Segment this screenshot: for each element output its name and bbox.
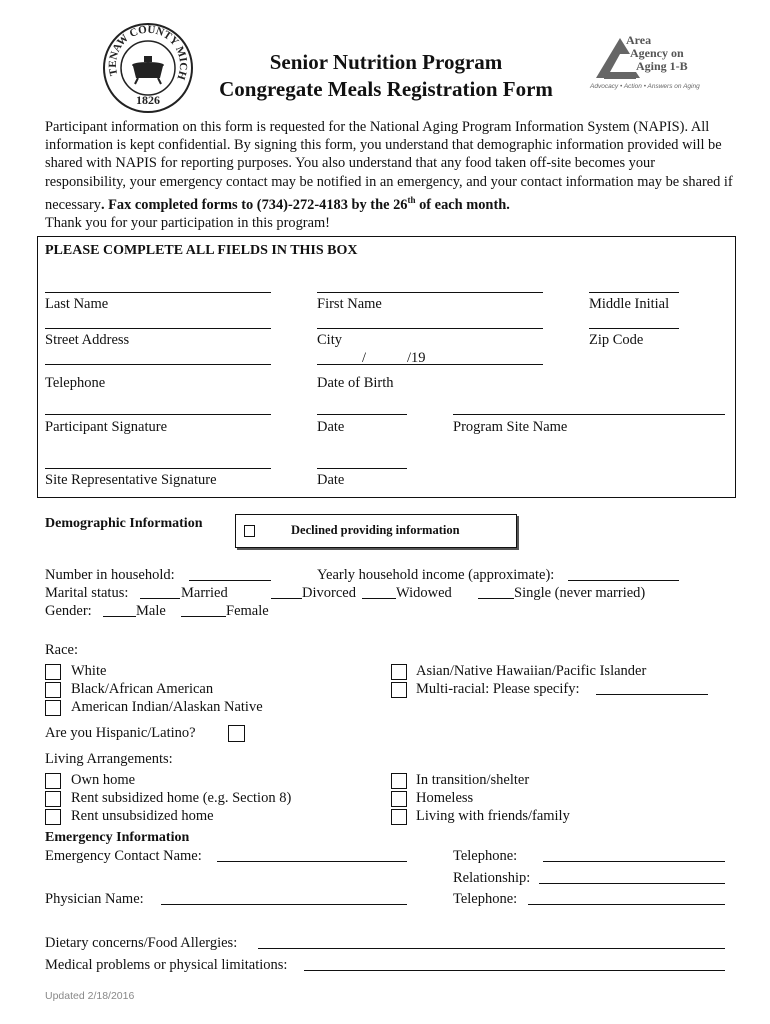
seal-year: 1826 <box>136 93 160 107</box>
emergency-telephone-input[interactable] <box>543 861 725 862</box>
site-rep-date-input[interactable] <box>317 468 407 469</box>
first-name-label: First Name <box>317 296 382 312</box>
living-own-home-label: Own home <box>71 772 136 788</box>
site-rep-date-label: Date <box>317 472 345 488</box>
physician-input[interactable] <box>161 904 407 905</box>
emergency-telephone-label: Telephone: <box>453 848 518 864</box>
emergency-contact-label: Emergency Contact Name: <box>45 848 202 864</box>
program-site-name-label: Program Site Name <box>453 419 568 435</box>
married-label: Married <box>181 585 228 601</box>
living-rent-unsubsidized-checkbox[interactable] <box>45 809 61 825</box>
participant-signature-label: Participant Signature <box>45 419 168 435</box>
dietary-label: Dietary concerns/Food Allergies: <box>45 935 238 951</box>
living-own-home-checkbox[interactable] <box>45 773 61 789</box>
male-label: Male <box>136 603 166 619</box>
fax-instructions: . Fax completed forms to (734)-272-4183 by the 26 <box>100 196 408 213</box>
income-label: Yearly household income (approximate): <box>317 567 555 583</box>
first-name-input[interactable] <box>317 292 543 293</box>
race-label: Race: <box>45 642 79 658</box>
fax-sup: th <box>407 194 416 205</box>
race-american-indian-checkbox[interactable] <box>45 700 61 716</box>
city-input[interactable] <box>317 328 543 329</box>
race-american-indian-label: American Indian/Alaskan Native <box>71 699 263 715</box>
zip-code-input[interactable] <box>589 328 679 329</box>
signature-date-label: Date <box>317 419 345 435</box>
agency-logo-line1: Area <box>626 33 652 47</box>
required-fields-box <box>37 236 736 498</box>
program-site-name-input[interactable] <box>453 414 725 415</box>
signature-date-input[interactable] <box>317 414 407 415</box>
race-white-checkbox[interactable] <box>45 664 61 680</box>
telephone-label: Telephone <box>45 375 106 391</box>
female-label: Female <box>226 603 269 619</box>
widowed-input[interactable] <box>362 598 396 599</box>
site-rep-signature-input[interactable] <box>45 468 271 469</box>
middle-initial-input[interactable] <box>589 292 679 293</box>
thanks-text: Thank you for your participation in this program! <box>45 214 330 231</box>
middle-initial-label: Middle Initial <box>589 296 670 312</box>
date-of-birth-label: Date of Birth <box>317 375 394 391</box>
updated-date: Updated 2/18/2016 <box>45 990 135 1002</box>
fax-instructions-end: of each month. <box>415 196 510 213</box>
emergency-heading: Emergency Information <box>45 830 190 845</box>
relationship-input[interactable] <box>539 883 725 884</box>
relationship-label: Relationship: <box>453 870 531 886</box>
divorced-label: Divorced <box>302 585 356 601</box>
living-rent-unsubsidized-label: Rent unsubsidized home <box>71 808 214 824</box>
male-input[interactable] <box>103 616 136 617</box>
living-label: Living Arrangements: <box>45 751 173 767</box>
living-friends-family-checkbox[interactable] <box>391 809 407 825</box>
agency-logo-line3: Aging 1-B <box>636 59 688 73</box>
gender-label: Gender: <box>45 603 92 619</box>
living-homeless-label: Homeless <box>416 790 474 806</box>
living-transition-label: In transition/shelter <box>416 772 530 788</box>
county-seal <box>100 18 196 114</box>
living-rent-subsidized-checkbox[interactable] <box>45 791 61 807</box>
zip-code-label: Zip Code <box>589 332 644 348</box>
dob-slash-2: /19 <box>407 350 426 366</box>
intro-paragraph <box>45 118 735 232</box>
married-input[interactable] <box>140 598 180 599</box>
street-address-input[interactable] <box>45 328 271 329</box>
race-white-label: White <box>71 663 107 679</box>
widowed-label: Widowed <box>396 585 452 601</box>
living-rent-subsidized-label: Rent subsidized home (e.g. Section 8) <box>71 790 292 806</box>
participant-signature-input[interactable] <box>45 414 271 415</box>
income-input[interactable] <box>568 580 679 581</box>
box-heading: PLEASE COMPLETE ALL FIELDS IN THIS BOX <box>45 243 358 258</box>
divorced-input[interactable] <box>271 598 302 599</box>
physician-label: Physician Name: <box>45 891 144 907</box>
female-input[interactable] <box>181 616 226 617</box>
marital-label: Marital status: <box>45 585 129 601</box>
race-multiracial-label: Multi-racial: Please specify: <box>416 681 580 697</box>
telephone-input[interactable] <box>45 364 271 365</box>
physician-telephone-input[interactable] <box>528 904 725 905</box>
form-title-line1: Senior Nutrition Program <box>269 50 503 74</box>
agency-logo-tagline: Advocacy • Action • Answers on Aging <box>590 83 700 90</box>
last-name-label: Last Name <box>45 296 109 312</box>
single-input[interactable] <box>478 598 514 599</box>
demographic-heading: Demographic Information <box>45 516 203 531</box>
street-address-label: Street Address <box>45 332 130 348</box>
hispanic-checkbox[interactable] <box>228 725 245 742</box>
race-black-label: Black/African American <box>71 681 214 697</box>
household-label: Number in household: <box>45 567 175 583</box>
declined-checkbox[interactable] <box>244 525 255 537</box>
living-homeless-checkbox[interactable] <box>391 791 407 807</box>
agency-logo <box>590 32 700 94</box>
site-rep-signature-label: Site Representative Signature <box>45 472 217 488</box>
seal-arc-text: TENAW COUNTY MICH <box>106 23 190 82</box>
household-input[interactable] <box>189 580 271 581</box>
emergency-contact-input[interactable] <box>217 861 407 862</box>
race-asian-label: Asian/Native Hawaiian/Pacific Islander <box>416 663 647 679</box>
physician-telephone-label: Telephone: <box>453 891 518 907</box>
form-title-line2: Congregate Meals Registration Form <box>219 77 553 101</box>
dob-slash-1: / <box>362 350 367 366</box>
single-label: Single (never married) <box>514 585 646 601</box>
agency-logo-line2: Agency on <box>630 46 684 60</box>
living-friends-family-label: Living with friends/family <box>416 808 570 824</box>
declined-label: Declined providing information <box>291 523 460 537</box>
city-label: City <box>317 332 342 348</box>
date-of-birth-input[interactable] <box>317 364 543 365</box>
race-asian-checkbox[interactable] <box>391 664 407 680</box>
living-transition-checkbox[interactable] <box>391 773 407 789</box>
multiracial-specify-input[interactable] <box>596 694 708 695</box>
intro-text: Participant information on this form is requested for the National Aging Program Information System (NAPIS). All information is kept confidential. By signing this form, you understand that demographic information provided will be shared with NAPIS for reporting purposes. You also understand that any food taken off-site becomes your responsibility, your emergency contact may be notified in an emergency, and your contact information may be shared if necessary <box>45 119 733 213</box>
last-name-input[interactable] <box>45 292 271 293</box>
medical-input[interactable] <box>304 970 725 971</box>
hispanic-label: Are you Hispanic/Latino? <box>45 725 196 741</box>
race-multiracial-checkbox[interactable] <box>391 682 407 698</box>
dietary-input[interactable] <box>258 948 725 949</box>
medical-label: Medical problems or physical limitations: <box>45 957 288 973</box>
race-black-checkbox[interactable] <box>45 682 61 698</box>
